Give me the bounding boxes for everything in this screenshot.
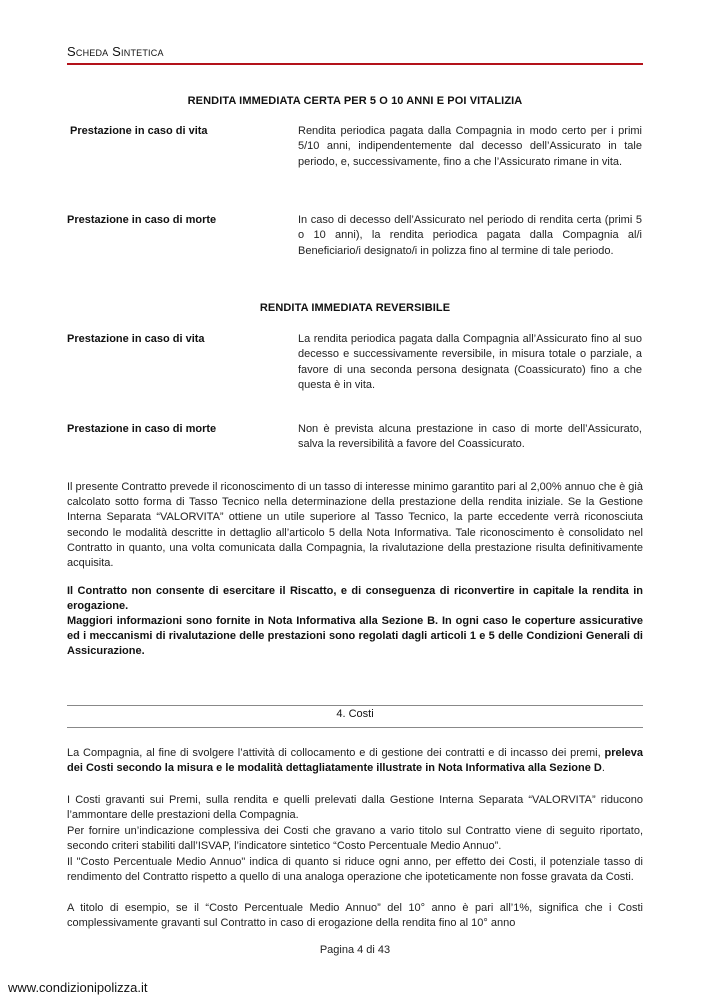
row-text-vita: La rendita periodica pagata dalla Compagnia all’Assicurato fino al suo decesso e successivamente reversibile, in misura totale o parziale, a favore di una seconda persona designata (Coassicurato) fino a che questa è in vita. <box>298 333 642 391</box>
riscatto-text: Il Contratto non consente di esercitare il Riscatto, e di conseguenza di riconvertire in capitale la rendita in erogazione. <box>67 585 643 613</box>
costi-p1-bold: preleva dei Costi secondo la misura e le modalità dettagliatamente illustrate in Nota Informativa alla Sezione D <box>67 747 643 775</box>
costi-paragraph-5: A titolo di esempio, se il “Costo Percentuale Medio Annuo” del 10° anno è pari all’1%, significa che i Costi complessivamente gravanti sul Contratto in caso di erogazione della rendita fino al 10° anno <box>67 902 643 930</box>
row-text-morte: In caso di decesso dell’Assicurato nel periodo di rendita certa (primi 5 o 10 anni), la rendita periodica pagata dalla Compagnia al/i Beneficiario/i designato/i in polizza fino al termine di tale periodo. <box>298 214 642 257</box>
row-text-morte: Non è prevista alcuna prestazione in caso di morte dell’Assicurato, salva la reversibilità a favore del Coassicurato. <box>298 423 642 451</box>
costi-paragraph-2: I Costi gravanti sui Premi, sulla rendita e quelli prelevati dalla Gestione Interna Separata “VALORVITA” riducono l’ammontare delle prestazioni della Compagnia. <box>67 794 643 822</box>
costi-p1-plain: La Compagnia, al fine di svolgere l’attività di collocamento e di gestione dei contratti e di incasso dei premi, <box>67 747 605 759</box>
row-label-vita: Prestazione in caso di vita <box>70 125 208 137</box>
row-text-vita: Rendita periodica pagata dalla Compagnia in modo certo per i primi 5/10 anni, indipendentemente dal decesso dell’Assicurato in tale periodo, e, successivamente, fino a che l’Assicurato rimane in vita. <box>298 125 642 168</box>
page-number: Pagina 4 di 43 <box>319 944 391 956</box>
costi-top-rule <box>67 705 643 706</box>
section-heading-rendita-certa: RENDITA IMMEDIATA CERTA PER 5 O 10 ANNI E POI VITALIZIA <box>187 95 523 107</box>
section-heading-rendita-reversibile: RENDITA IMMEDIATA REVERSIBILE <box>259 302 451 314</box>
interest-paragraph: Il presente Contratto prevede il riconoscimento di un tasso di interesse minimo garantito pari al 2,00% annuo che è già calcolato sotto forma di Tasso Tecnico nella determinazione della prestazione della rendita iniziale. Se la Gestione Interna Separata “VALORVITA” ottiene un utile superiore al Tasso Tecnico, la parte eccedente verrà riconosciuta secondo le modalità descritte in dettaglio all’articolo 5 della Nota Informativa. Tale riconoscimento è consolidato nel Contratto in quanto, una volta comunicata dalla Compagnia, la rivalutazione della prestazione risulta definitivamente acquisita. <box>67 481 643 570</box>
costi-p1-end: . <box>601 762 605 775</box>
costi-bottom-rule <box>67 727 643 728</box>
row-label-morte: Prestazione in caso di morte <box>67 423 217 435</box>
page-header-title: Scheda Sintetica <box>67 44 164 59</box>
costi-paragraph-1 <box>67 746 643 776</box>
costi-section-title: 4. Costi <box>336 708 374 720</box>
row-label-vita: Prestazione in caso di vita <box>67 333 205 345</box>
header-divider <box>67 63 643 65</box>
footer-website-link[interactable]: www.condizionipolizza.it <box>8 980 148 995</box>
costi-paragraph-3: Per fornire un’indicazione complessiva dei Costi che gravano a vario titolo sul Contratto viene di seguito riportato, secondo criteri stabiliti dall’ISVAP, l’indicatore sintetico “Costo Percentuale Medio Annuo”. <box>67 825 643 853</box>
maggiori-info-text: Maggiori informazioni sono fornite in Nota Informativa alla Sezione B. In ogni caso le coperture assicurative ed i meccanismi di rivalutazione delle prestazioni sono regolati dagli articoli 1 e 5 delle Condizioni Generali di Assicurazione. <box>67 615 643 658</box>
costi-paragraph-4: Il "Costo Percentuale Medio Annuo" indica di quanto si riduce ogni anno, per effetto dei Costi, il potenziale tasso di rendimento del Contratto rispetto a quello di una analoga operazione che ipoteticamente non fosse gravata da Costi. <box>67 856 643 884</box>
riscatto-paragraph <box>67 584 643 614</box>
row-label-morte: Prestazione in caso di morte <box>67 214 217 226</box>
maggiori-info-paragraph <box>67 614 643 660</box>
